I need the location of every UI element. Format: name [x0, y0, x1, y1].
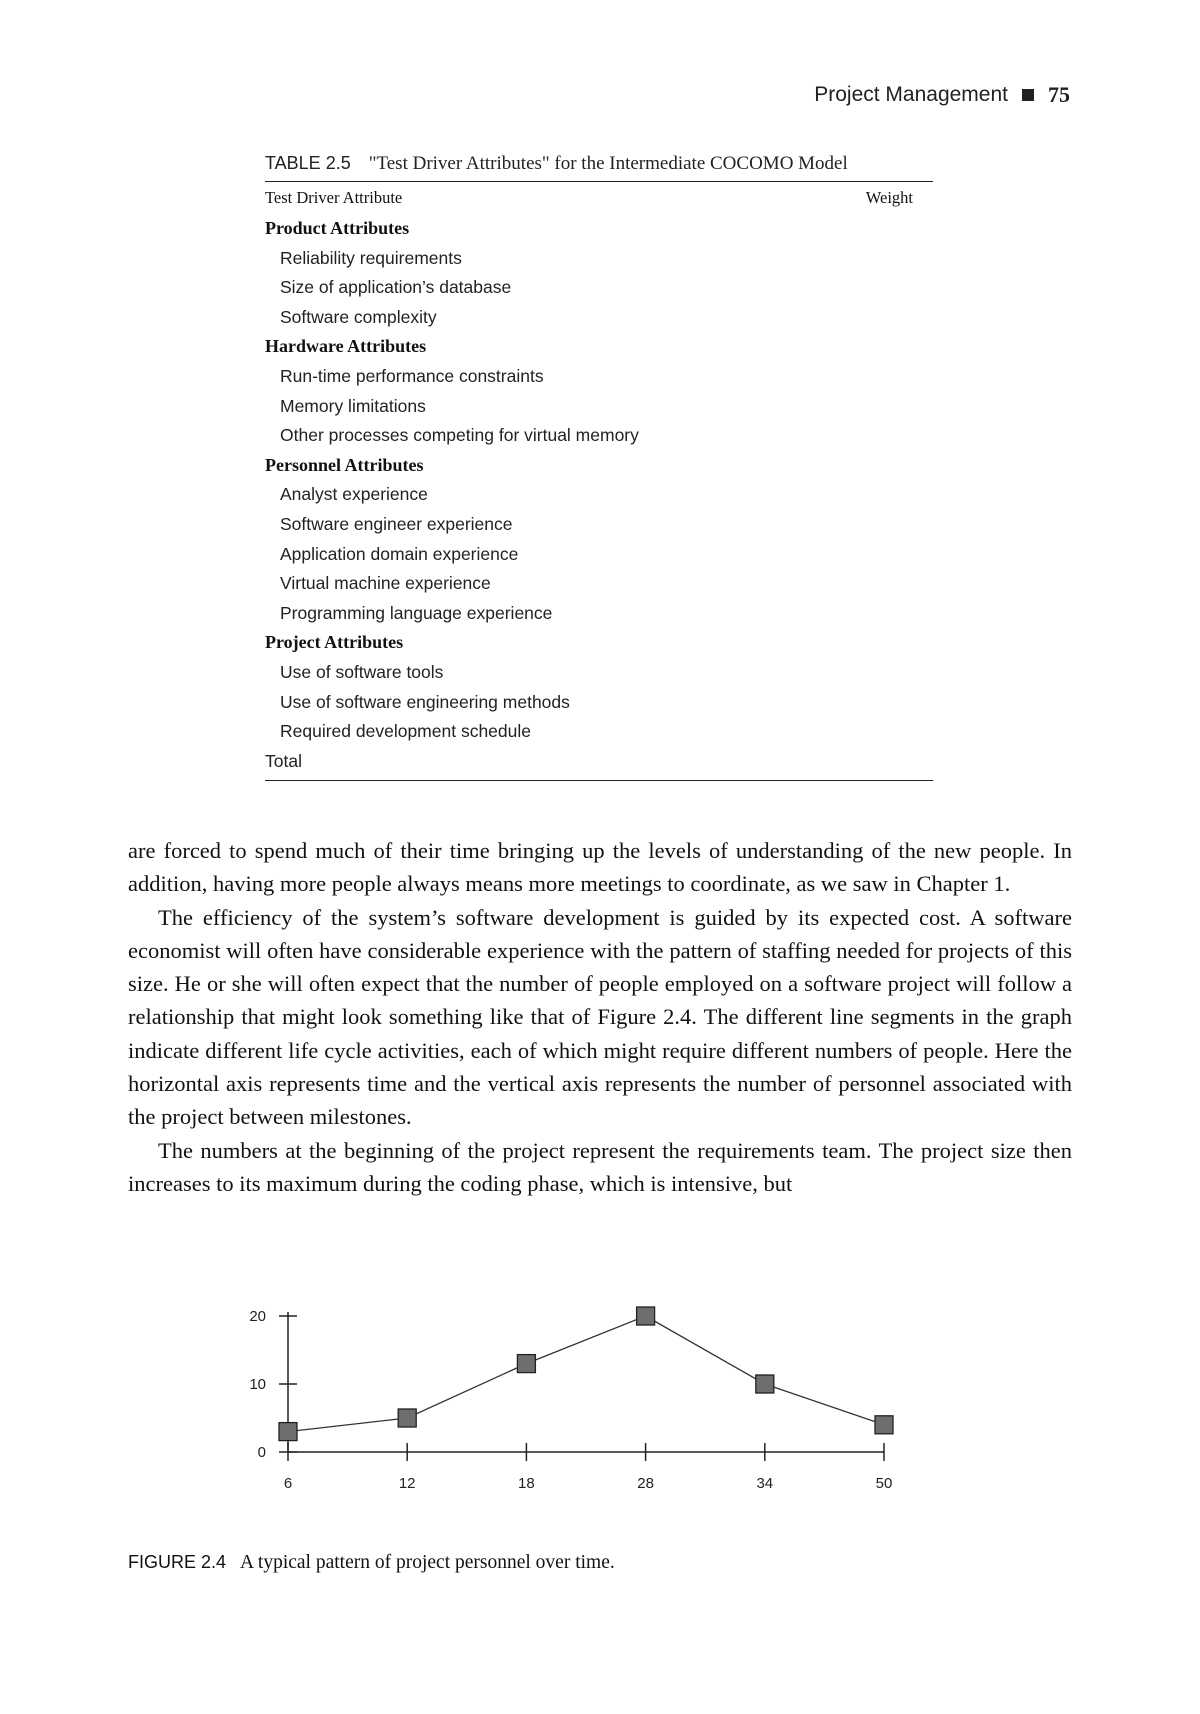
table-row: Use of software engineering methods	[280, 691, 570, 712]
table-row: Reliability requirements	[280, 247, 462, 268]
paragraph: The efficiency of the system’s software development is guided by its expected cost. A software economist will often have considerable experience with the pattern of staffing needed for projects of this size. He or she will often expect that the number of people employed on a software project will follow a relationship that might look something like that of Figure 2.4. The different line segments in the graph indicate different life cycle activities, each of which might require different numbers of people. Here the horizontal axis represents time and the vertical axis represents the number of personnel associated with the project between milestones.	[128, 904, 1072, 1130]
table-group-row: Product Attributes	[265, 218, 410, 238]
figure-number: FIGURE 2.4	[128, 1552, 227, 1572]
y-tick-label: 10	[249, 1376, 266, 1393]
table-rows	[265, 214, 933, 776]
table-row: Required development schedule	[280, 721, 531, 742]
personnel-line-chart	[230, 1290, 970, 1520]
table-body	[265, 181, 933, 781]
x-tick-label: 50	[875, 1475, 893, 1492]
table-row: Application domain experience	[280, 543, 519, 564]
figure-caption	[128, 1552, 615, 1574]
data-point-marker	[756, 1375, 774, 1393]
data-point-marker	[875, 1416, 893, 1434]
table-row: Memory limitations	[280, 395, 426, 416]
square-bullet-icon	[1022, 89, 1034, 101]
x-tick-label: 12	[398, 1475, 416, 1492]
figure-caption-text: A typical pattern of project personnel over time.	[240, 1552, 615, 1573]
paragraph: The numbers at the beginning of the project represent the requirements team. The project size then increases to its maximum during the coding phase, which is intensive, but	[128, 1137, 1072, 1196]
table-title: "Test Driver Attributes" for the Intermediate COCOMO Model	[368, 153, 848, 174]
x-tick-label: 34	[756, 1475, 774, 1492]
table-row: Other processes competing for virtual memory	[280, 425, 639, 446]
running-header	[814, 82, 1070, 108]
table-total-row: Total	[265, 750, 302, 771]
table-row: Run-time performance constraints	[280, 365, 544, 386]
table-row: Programming language experience	[280, 602, 553, 623]
table-row: Size of application’s database	[280, 277, 512, 298]
table-row: Use of software tools	[280, 661, 444, 682]
table-caption	[265, 153, 933, 181]
data-point-marker	[637, 1307, 655, 1325]
column-header-weight: Weight	[865, 188, 913, 207]
table-row: Software complexity	[280, 306, 437, 327]
table-row: Virtual machine experience	[280, 573, 491, 594]
table-group-row: Personnel Attributes	[265, 454, 424, 475]
x-tick-label: 18	[518, 1475, 535, 1492]
table-number: TABLE 2.5	[265, 153, 351, 173]
series-line	[288, 1316, 884, 1432]
table-group-row: Project Attributes	[265, 632, 404, 653]
x-tick-label: 6	[283, 1475, 293, 1492]
x-tick-label: 28	[637, 1475, 654, 1492]
table-row: Analyst experience	[280, 484, 428, 505]
column-header-attribute: Test Driver Attribute	[265, 188, 403, 207]
y-tick-label: 20	[249, 1308, 266, 1325]
running-title: Project Management	[814, 83, 1008, 106]
data-point-marker	[517, 1355, 535, 1373]
table-row: Software engineer experience	[280, 513, 513, 534]
page-number: 75	[1048, 82, 1070, 107]
table-group-row: Hardware Attributes	[265, 336, 427, 357]
table-header-row	[265, 188, 933, 208]
paragraph: are forced to spend much of their time bringing up the levels of understanding of the new people. In addition, having more people always means more meetings to coordinate, as we saw in Chapter 1.	[128, 838, 1072, 897]
data-point-marker	[398, 1409, 416, 1427]
cocomo-table	[265, 153, 933, 781]
data-point-marker	[279, 1423, 297, 1441]
body-text	[128, 834, 1072, 1200]
y-tick-label: 0	[257, 1444, 266, 1461]
